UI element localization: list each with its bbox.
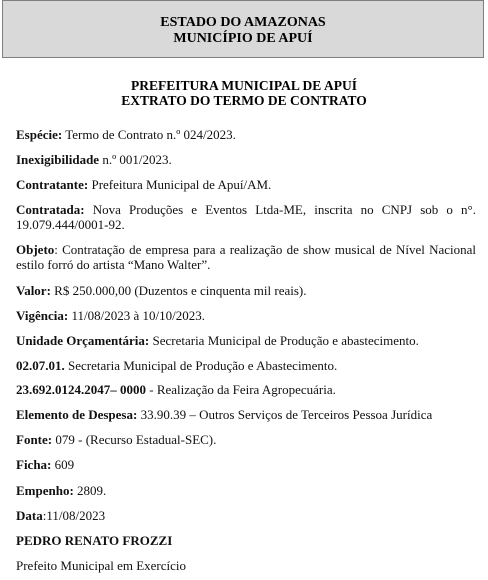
field-label: Ficha: (16, 457, 52, 472)
extract-title: EXTRATO DO TERMO DE CONTRATO (121, 93, 367, 108)
signatory-role: Prefeito Municipal em Exercício (16, 558, 187, 573)
field-elemento-despesa (16, 407, 476, 422)
field-programa (16, 382, 476, 397)
field-label: Unidade Orçamentária: (16, 333, 150, 348)
field-label: Objeto (16, 242, 55, 257)
document-title (0, 78, 488, 108)
field-label: Data (16, 508, 43, 523)
field-inexigibilidade (16, 152, 476, 167)
issuer-title: PREFEITURA MUNICIPAL DE APUÍ (131, 78, 357, 93)
field-value: 33.90.39 – Outros Serviços de Terceiros Pessoa Jurídica (137, 407, 433, 422)
field-value: Nova Produções e Eventos Ltda-ME, inscrita no CNPJ sob o n°. 19.079.444/0001-92. (16, 202, 476, 232)
field-label: Contratante: (16, 177, 89, 192)
field-objeto (16, 242, 476, 272)
field-value: Termo de Contrato n.º 024/2023. (62, 127, 236, 142)
field-contratante (16, 177, 476, 192)
field-label: Valor: (16, 283, 51, 298)
field-especie (16, 127, 476, 142)
field-value: 2809. (73, 483, 107, 498)
field-empenho (16, 483, 476, 498)
field-value: Secretaria Municipal de Produção e abastecimento. (149, 333, 419, 348)
field-value: Secretaria Municipal de Produção e Abastecimento. (64, 358, 338, 373)
field-label: Espécie: (16, 127, 63, 142)
field-label: 02.07.01. (16, 358, 65, 373)
state-name: ESTADO DO AMAZONAS (160, 15, 326, 30)
field-fonte (16, 432, 476, 447)
field-label: Fonte: (16, 432, 53, 447)
field-label: Contratada: (16, 202, 85, 217)
field-codigo-unidade (16, 358, 476, 373)
signatory-name: PEDRO RENATO FROZZI (16, 533, 173, 548)
field-contratada (16, 202, 476, 232)
field-value: 609 (51, 457, 75, 472)
field-label: Empenho: (16, 483, 74, 498)
field-value: Prefeitura Municipal de Apuí/AM. (88, 177, 272, 192)
field-unidade-orcamentaria (16, 333, 476, 348)
municipality-name: MUNICÍPIO DE APUÍ (173, 31, 313, 46)
field-ficha (16, 457, 476, 472)
field-value: :11/08/2023 (42, 508, 106, 523)
field-value: 11/08/2023 à 10/10/2023. (68, 308, 205, 323)
field-value: R$ 250.000,00 (Duzentos e cinquenta mil reais). (50, 283, 307, 298)
header-banner (2, 0, 484, 58)
field-value: - Realização da Feira Agropecuária. (146, 382, 336, 397)
field-label: Vigência: (16, 308, 69, 323)
field-value: : Contratação de empresa para a realização de show musical de Nível Nacional estilo forró do artista “Mano Walter”. (16, 242, 476, 272)
field-label: Elemento de Despesa: (16, 407, 138, 422)
field-value: n.º 001/2023. (99, 152, 172, 167)
field-data (16, 508, 476, 523)
field-label: Inexigibilidade (16, 152, 100, 167)
field-value: 079 - (Recurso Estadual-SEC). (52, 432, 217, 447)
field-label: 23.692.0124.2047– 0000 (16, 382, 146, 397)
field-valor (16, 283, 476, 298)
field-vigencia (16, 308, 476, 323)
